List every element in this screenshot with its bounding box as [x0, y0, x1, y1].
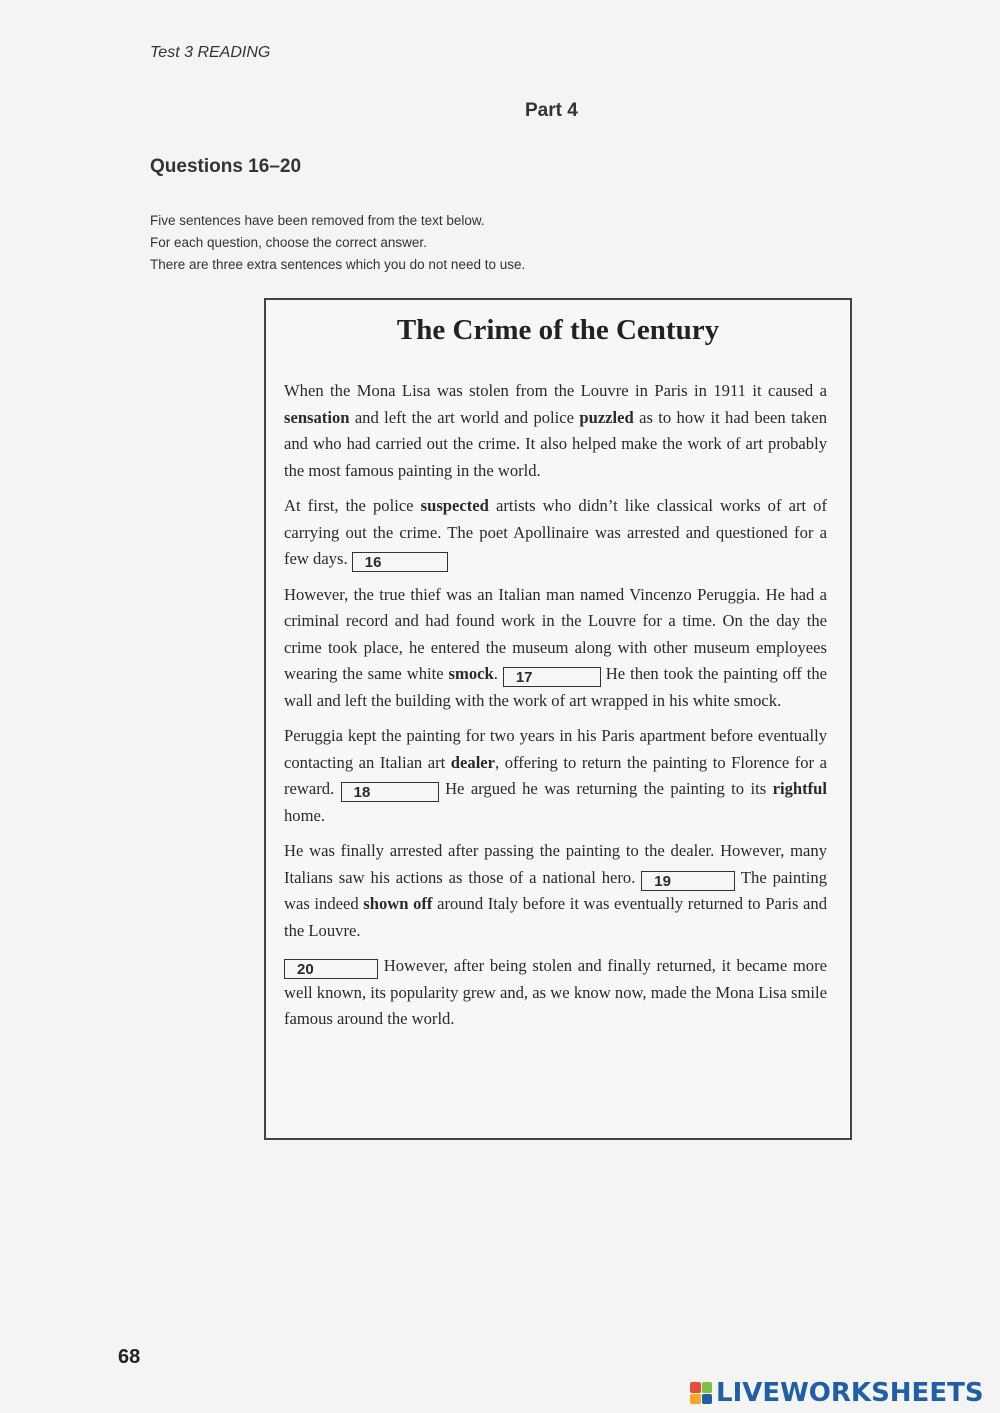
keyword: smock	[448, 664, 494, 683]
logo-square	[690, 1394, 701, 1405]
text-run: artists who didn’t like classical works of art of carrying out the crime. The poet Apollinaire was arrested and questioned for a few days.	[284, 496, 827, 568]
page-number: 68	[118, 1346, 141, 1368]
text-run: He argued he was returning the painting to its	[438, 779, 773, 798]
text-run: The painting was indeed	[284, 867, 827, 913]
keyword: sensation	[284, 407, 350, 427]
text-run: home.	[284, 805, 326, 825]
text-run: .	[493, 664, 503, 683]
article-box	[264, 298, 852, 1140]
paragraph-5	[284, 838, 827, 944]
text-run: However, the true thief was an Italian man named Vincenzo Peruggia. He had a criminal record and had found work in the Louvre for a time. On the day the crime took place, he entered the museum along with other museum employees wearing the same white	[284, 584, 827, 683]
liveworksheets-brand[interactable]	[690, 1378, 984, 1408]
text-run: At first, the police	[284, 496, 421, 515]
paragraph-4	[284, 723, 827, 829]
paragraph-2	[284, 493, 827, 573]
text-run: However, after being stolen and finally returned, it became more well known, its popularity grew and, as we know now, made the Mona Lisa smile famous around the world.	[284, 956, 827, 1028]
header-label: Test 3 READING	[150, 44, 271, 61]
article-title: The Crime of the Century	[396, 314, 720, 346]
instruction-line: For each question, choose the correct answer.	[150, 235, 427, 250]
text-run: as to how it had been taken and who had carried out the crime. It also helped make the work of art probably the most famous painting in the world.	[284, 407, 827, 480]
paragraph-1	[284, 378, 827, 484]
answer-gap-17[interactable]: 17	[503, 667, 601, 687]
text-run: and left the art world and police	[349, 407, 580, 427]
logo-square	[690, 1382, 701, 1393]
brand-name: LIVEWORKSHEETS	[716, 1378, 984, 1408]
text-run: He was finally arrested after passing the painting to the dealer. However, many Italians saw his actions as those of a national hero.	[284, 841, 827, 887]
keyword: rightful	[772, 779, 828, 798]
instruction-line: Five sentences have been removed from the text below.	[150, 213, 485, 228]
text-run: He then took the painting off the wall and left the building with the work of art wrapped in his white smock.	[284, 664, 828, 710]
part-title: Part 4	[525, 100, 578, 121]
liveworksheets-logo-icon	[690, 1382, 712, 1404]
answer-gap-16[interactable]: 16	[352, 552, 448, 572]
text-run: Peruggia kept the painting for two years in his Paris apartment before eventually contacting an Italian art	[284, 726, 827, 772]
article-body	[284, 378, 827, 1042]
paragraph-3	[284, 582, 827, 715]
answer-gap-19[interactable]: 19	[641, 871, 735, 891]
instruction-line: There are three extra sentences which you do not need to use.	[150, 257, 526, 272]
instructions	[150, 210, 525, 276]
keyword: puzzled	[579, 407, 634, 427]
answer-gap-20[interactable]: 20	[284, 959, 378, 979]
logo-square	[702, 1394, 713, 1405]
keyword: suspected	[420, 496, 489, 515]
text-run: around Italy before it was eventually returned to Paris and the Louvre.	[284, 894, 827, 940]
questions-title: Questions 16–20	[150, 156, 302, 177]
answer-gap-18[interactable]: 18	[341, 782, 439, 802]
text-run: When the Mona Lisa was stolen from the Louvre in Paris in 1911 it caused a	[284, 381, 827, 400]
logo-square	[702, 1382, 713, 1393]
paragraph-6	[284, 953, 827, 1033]
keyword: dealer	[450, 752, 496, 772]
text-run: , offering to return the painting to Florence for a reward.	[284, 752, 827, 798]
keyword: shown off	[363, 894, 433, 913]
